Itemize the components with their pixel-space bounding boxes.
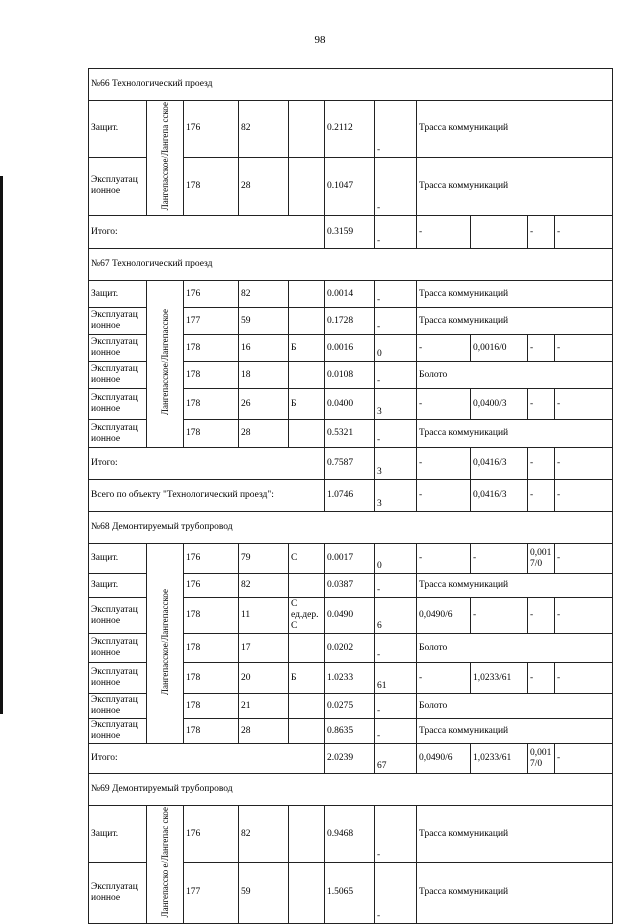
plot-cell: 82 <box>239 574 289 598</box>
land-category: Эксплуатац ионное <box>89 420 147 448</box>
area-cell: 0.0014 <box>325 281 375 308</box>
note-cell <box>289 308 325 335</box>
area-cell: 0.0016 <box>325 335 375 362</box>
area-cell: 2.0239 <box>325 744 375 774</box>
land-category: Защит. <box>89 574 147 598</box>
note-cell <box>289 420 325 448</box>
total-row <box>89 448 613 480</box>
mark-cell: - <box>375 281 417 308</box>
mark-cell: - <box>375 574 417 598</box>
category-cell: - <box>528 598 555 634</box>
section-title: №68 Демонтируемый трубопровод <box>89 512 613 544</box>
category-cell: - <box>555 663 613 694</box>
category-cell: 0,0416/3 <box>471 448 528 480</box>
area-cell: 0.5321 <box>325 420 375 448</box>
usage-cell: Трасса коммуникаций <box>417 863 613 924</box>
mark-cell: - <box>375 806 417 863</box>
category-cell: - <box>417 216 471 249</box>
land-category: Эксплуатац ионное <box>89 335 147 362</box>
mark-cell: - <box>375 719 417 744</box>
plot-cell: 21 <box>239 694 289 719</box>
note-cell: Б <box>289 389 325 420</box>
note-cell <box>289 362 325 389</box>
quarter-cell: 176 <box>184 281 239 308</box>
plot-cell: 26 <box>239 389 289 420</box>
mark-cell: - <box>375 420 417 448</box>
mark-cell: 3 <box>375 448 417 480</box>
area-cell: 0.0275 <box>325 694 375 719</box>
margin-mark <box>0 176 3 714</box>
category-cell: - <box>417 389 471 420</box>
usage-cell: Болото <box>417 362 613 389</box>
section-title: №67 Технологический проезд <box>89 249 613 281</box>
plot-cell: 16 <box>239 335 289 362</box>
area-cell: 1.0746 <box>325 480 375 512</box>
land-category: Эксплуатац ионное <box>89 598 147 634</box>
area-cell: 0.0202 <box>325 634 375 663</box>
category-cell: 0,001 7/0 <box>528 744 555 774</box>
usage-cell: Трасса коммуникаций <box>417 420 613 448</box>
mark-cell: 0 <box>375 335 417 362</box>
usage-cell: Трасса коммуникаций <box>417 719 613 744</box>
note-cell <box>289 634 325 663</box>
plot-cell: 28 <box>239 719 289 744</box>
note-cell <box>289 101 325 158</box>
category-cell: - <box>555 480 613 512</box>
section-row <box>89 69 613 101</box>
area-cell: 1.0233 <box>325 663 375 694</box>
mark-cell: - <box>375 362 417 389</box>
note-cell <box>289 694 325 719</box>
plot-cell: 59 <box>239 863 289 924</box>
area-cell: 0.0108 <box>325 362 375 389</box>
usage-cell: Трасса коммуникаций <box>417 281 613 308</box>
plot-cell: 82 <box>239 281 289 308</box>
note-cell: С <box>289 544 325 574</box>
plot-cell: 18 <box>239 362 289 389</box>
total-row <box>89 216 613 249</box>
category-cell: - <box>417 480 471 512</box>
plot-cell: 82 <box>239 101 289 158</box>
note-cell: Б <box>289 663 325 694</box>
land-category: Защит. <box>89 281 147 308</box>
category-cell: - <box>417 663 471 694</box>
quarter-cell: 178 <box>184 694 239 719</box>
section-row <box>89 774 613 806</box>
table-row <box>89 101 613 158</box>
usage-cell: Трасса коммуникаций <box>417 574 613 598</box>
total-label: Итого: <box>89 448 325 480</box>
plot-cell: 20 <box>239 663 289 694</box>
land-category: Защит. <box>89 101 147 158</box>
category-cell: - <box>417 448 471 480</box>
category-cell: 0,0016/0 <box>471 335 528 362</box>
section-title: №69 Демонтируемый трубопровод <box>89 774 613 806</box>
quarter-cell: 178 <box>184 157 239 216</box>
municipality-label: Лангепасское/Лангепа сское <box>160 102 170 211</box>
note-cell <box>289 574 325 598</box>
plot-cell: 28 <box>239 420 289 448</box>
land-category: Эксплуатац ионное <box>89 308 147 335</box>
category-cell: - <box>555 448 613 480</box>
total-row <box>89 744 613 774</box>
municipality-cell <box>147 544 184 744</box>
land-category: Защит. <box>89 806 147 863</box>
mark-cell: 3 <box>375 389 417 420</box>
note-cell: Б <box>289 335 325 362</box>
mark-cell: 67 <box>375 744 417 774</box>
quarter-cell: 177 <box>184 308 239 335</box>
plot-cell: 82 <box>239 806 289 863</box>
mark-cell: - <box>375 101 417 158</box>
quarter-cell: 178 <box>184 663 239 694</box>
area-cell: 0.0017 <box>325 544 375 574</box>
area-cell: 0.3159 <box>325 216 375 249</box>
mark-cell: - <box>375 694 417 719</box>
area-cell: 0.0490 <box>325 598 375 634</box>
usage-cell: Болото <box>417 694 613 719</box>
usage-cell: Болото <box>417 634 613 663</box>
area-cell: 0.7587 <box>325 448 375 480</box>
plot-cell: 59 <box>239 308 289 335</box>
mark-cell: - <box>375 157 417 216</box>
note-cell: С ед.дер. С <box>289 598 325 634</box>
section-row <box>89 512 613 544</box>
area-cell: 0.9468 <box>325 806 375 863</box>
total-label: Итого: <box>89 216 325 249</box>
plot-cell: 11 <box>239 598 289 634</box>
total-label: Всего по объекту "Технологический проезд": <box>89 480 325 512</box>
category-cell: - <box>555 744 613 774</box>
category-cell: - <box>528 448 555 480</box>
category-cell: - <box>528 663 555 694</box>
note-cell <box>289 863 325 924</box>
category-cell: 0,0416/3 <box>471 480 528 512</box>
note-cell <box>289 806 325 863</box>
mark-cell: - <box>375 863 417 924</box>
land-category: Эксплуатац ионное <box>89 863 147 924</box>
quarter-cell: 176 <box>184 101 239 158</box>
mark-cell: - <box>375 308 417 335</box>
quarter-cell: 178 <box>184 362 239 389</box>
category-cell <box>471 216 528 249</box>
municipality-cell <box>147 806 184 924</box>
category-cell: - <box>528 216 555 249</box>
quarter-cell: 176 <box>184 574 239 598</box>
quarter-cell: 178 <box>184 335 239 362</box>
page-number: 98 <box>314 34 326 46</box>
area-cell: 0.1728 <box>325 308 375 335</box>
usage-cell: Трасса коммуникаций <box>417 157 613 216</box>
municipality-label: Лангепасское/Лангепасское <box>160 309 170 416</box>
category-cell: - <box>555 544 613 574</box>
area-cell: 0.2112 <box>325 101 375 158</box>
land-plot-table <box>88 68 613 924</box>
quarter-cell: 178 <box>184 634 239 663</box>
area-cell: 1.5065 <box>325 863 375 924</box>
category-cell: - <box>555 335 613 362</box>
section-title: №66 Технологический проезд <box>89 69 613 101</box>
quarter-cell: 178 <box>184 598 239 634</box>
municipality-cell <box>147 281 184 448</box>
category-cell: 1,0233/61 <box>471 744 528 774</box>
category-cell: - <box>471 598 528 634</box>
table-row <box>89 806 613 863</box>
area-cell: 0.1047 <box>325 157 375 216</box>
category-cell: 0,0490/6 <box>417 744 471 774</box>
quarter-cell: 178 <box>184 420 239 448</box>
category-cell: - <box>528 335 555 362</box>
category-cell: - <box>555 389 613 420</box>
table-row <box>89 281 613 308</box>
category-cell: - <box>528 389 555 420</box>
area-cell: 0.0387 <box>325 574 375 598</box>
municipality-label: Лангепасское/Лангепасское <box>160 588 170 695</box>
area-cell: 0.8635 <box>325 719 375 744</box>
note-cell <box>289 719 325 744</box>
category-cell: 0,0490/6 <box>417 598 471 634</box>
category-cell: 1,0233/61 <box>471 663 528 694</box>
total-row <box>89 480 613 512</box>
quarter-cell: 178 <box>184 719 239 744</box>
plot-cell: 28 <box>239 157 289 216</box>
category-cell: - <box>528 480 555 512</box>
category-cell: 0,001 7/0 <box>528 544 555 574</box>
plot-cell: 79 <box>239 544 289 574</box>
plot-cell: 17 <box>239 634 289 663</box>
total-label: Итого: <box>89 744 325 774</box>
land-category: Эксплуатац ионное <box>89 719 147 744</box>
area-cell: 0.0400 <box>325 389 375 420</box>
mark-cell: 0 <box>375 544 417 574</box>
section-row <box>89 249 613 281</box>
mark-cell: 61 <box>375 663 417 694</box>
note-cell <box>289 157 325 216</box>
category-cell: - <box>417 544 471 574</box>
land-category: Эксплуатац ионное <box>89 663 147 694</box>
land-category: Эксплуатац ионное <box>89 694 147 719</box>
land-category: Эксплуатац ионное <box>89 157 147 216</box>
mark-cell: - <box>375 634 417 663</box>
usage-cell: Трасса коммуникаций <box>417 308 613 335</box>
land-category: Защит. <box>89 544 147 574</box>
mark-cell: - <box>375 216 417 249</box>
note-cell <box>289 281 325 308</box>
mark-cell: 3 <box>375 480 417 512</box>
usage-cell: Трасса коммуникаций <box>417 101 613 158</box>
category-cell: - <box>555 216 613 249</box>
quarter-cell: 177 <box>184 863 239 924</box>
municipality-label: Лангепасско е/Лангепас ское <box>160 807 170 918</box>
quarter-cell: 176 <box>184 544 239 574</box>
table-row <box>89 544 613 574</box>
category-cell: - <box>417 335 471 362</box>
land-category: Эксплуатац ионное <box>89 634 147 663</box>
land-category: Эксплуатац ионное <box>89 389 147 420</box>
quarter-cell: 178 <box>184 389 239 420</box>
mark-cell: 6 <box>375 598 417 634</box>
land-category: Эксплуатац ионное <box>89 362 147 389</box>
quarter-cell: 176 <box>184 806 239 863</box>
category-cell: 0,0400/3 <box>471 389 528 420</box>
usage-cell: Трасса коммуникаций <box>417 806 613 863</box>
category-cell: - <box>555 598 613 634</box>
category-cell: - <box>471 544 528 574</box>
municipality-cell <box>147 101 184 216</box>
